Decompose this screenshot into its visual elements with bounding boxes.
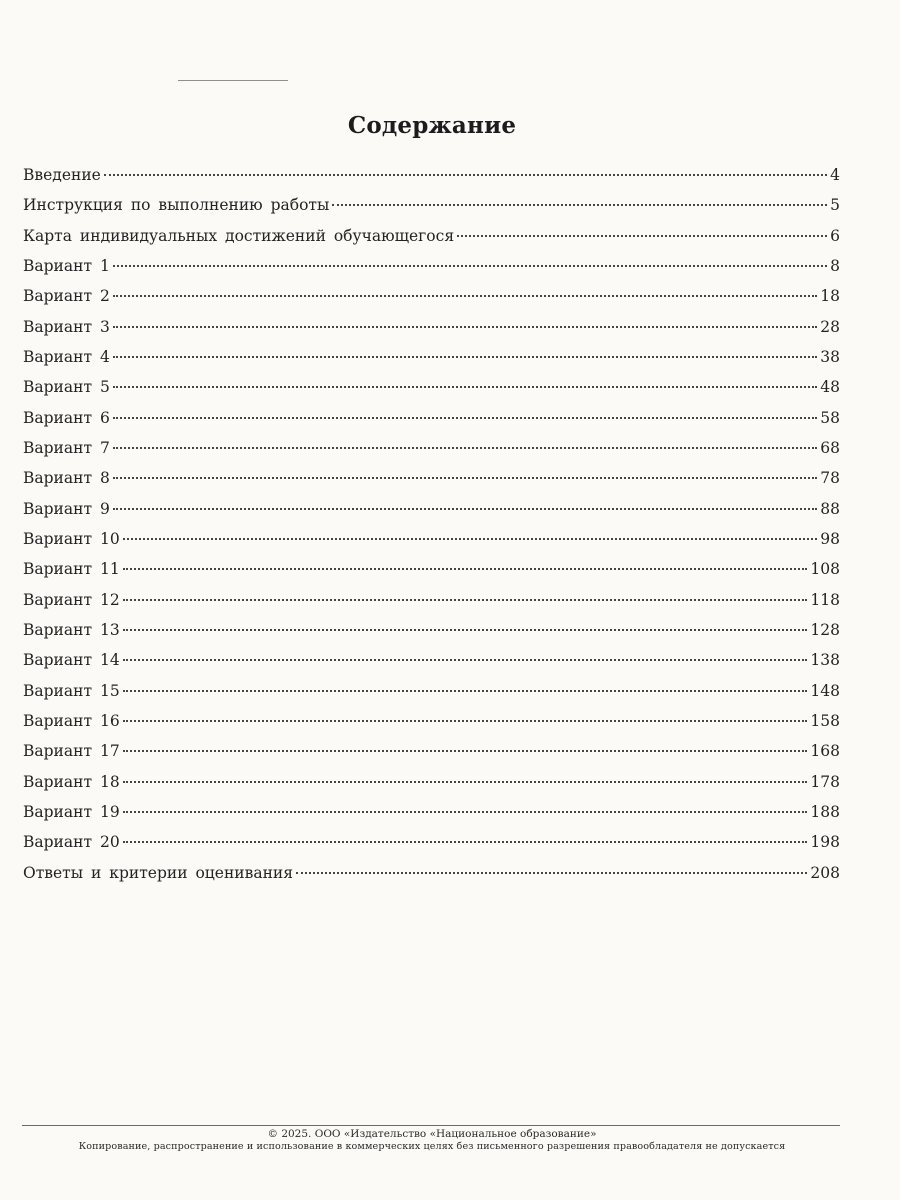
toc-entry-label: Вариант 17 [23,742,120,761]
top-divider [178,80,288,81]
toc-dot-leader [123,598,808,601]
toc-entry [23,463,840,493]
toc-entry [23,827,840,857]
toc-dot-leader [113,507,817,510]
toc-entry-page: 18 [820,287,840,306]
toc-dot-leader [123,628,808,631]
toc-entry-page: 4 [830,166,840,184]
toc-entry-page: 98 [820,529,840,548]
toc-entry-page: 58 [820,408,840,427]
toc-entry-page: 5 [830,196,840,215]
toc-entry [23,251,840,281]
toc-entry-page: 118 [810,590,840,609]
toc-entry-label: Введение [23,166,101,184]
toc-entry-page: 68 [820,438,840,457]
toc-entry-page: 138 [810,651,840,670]
toc-entry [23,312,840,342]
toc-entry [23,372,840,402]
toc-dot-leader [332,203,827,206]
toc-dot-leader [113,416,817,419]
toc-entry-page: 128 [810,620,840,639]
toc-entry-label: Вариант 16 [23,711,120,730]
toc-entry-page: 108 [810,560,840,579]
toc-dot-leader [113,355,817,358]
toc-dot-leader [296,871,807,874]
toc-entry-page: 178 [810,772,840,791]
toc-entry [23,676,840,706]
toc-entry [23,494,840,524]
footer-divider [22,1125,840,1126]
toc-dot-leader [123,840,808,843]
toc-entry [23,403,840,433]
toc-entry [23,342,840,372]
toc-dot-leader [123,567,808,570]
toc-dot-leader [104,173,827,176]
toc-entry-page: 88 [820,499,840,518]
toc-entry [23,736,840,766]
toc-entry-page: 168 [810,742,840,761]
toc-dot-leader [123,749,808,752]
toc-entry-label: Вариант 12 [23,590,120,609]
toc-entry-label: Карта индивидуальных достижений обучающегося [23,226,455,245]
toc-entry-page: 48 [820,378,840,397]
toc-entry-label: Вариант 13 [23,620,120,639]
toc-dot-leader [123,810,808,813]
toc-dot-leader [113,325,817,328]
toc-entry [23,281,840,311]
toc-entry-label: Вариант 1 [23,256,110,275]
toc-dot-leader [123,689,808,692]
footer-copyright: © 2025. ООО «Издательство «Национальное образование» [267,1128,597,1140]
toc-entry-label: Вариант 8 [23,469,110,488]
toc-entry-page: 38 [820,347,840,366]
toc-dot-leader [113,476,817,479]
toc-entry [23,645,840,675]
toc-dot-leader [113,264,827,267]
toc-dot-leader [123,780,808,783]
toc-entry-page: 28 [820,317,840,336]
toc-entry-page: 198 [810,833,840,852]
toc-entry-page: 8 [830,256,840,275]
toc-entry [23,858,840,888]
toc-entry-label: Вариант 3 [23,317,110,336]
toc-dot-leader [123,719,808,722]
page-title: Содержание [347,112,517,139]
toc-dot-leader [457,234,827,237]
toc-entry-label: Вариант 15 [23,681,120,700]
toc-entry-label: Вариант 20 [23,833,120,852]
toc-dot-leader [113,446,817,449]
toc-entry [23,221,840,251]
toc-entry-label: Вариант 2 [23,287,110,306]
toc-dot-leader [123,658,808,661]
toc-entry [23,767,840,797]
toc-entry-label: Вариант 18 [23,772,120,791]
toc-entry-page: 148 [810,681,840,700]
toc-entry-label: Вариант 6 [23,408,110,427]
toc-entry-page: 6 [830,226,840,245]
toc-entry [23,706,840,736]
toc-entry [23,554,840,584]
toc-entry-label: Вариант 14 [23,651,120,670]
toc-entry [23,524,840,554]
toc-entry-label: Вариант 5 [23,378,110,397]
toc-dot-leader [123,537,818,540]
toc-entry [23,585,840,615]
toc-entry-label: Ответы и критерии оценивания [23,863,294,882]
toc-entry-label: Инструкция по выполнению работы [23,196,330,215]
toc-entry [23,797,840,827]
toc-entry [23,160,840,190]
toc-entry-page: 158 [810,711,840,730]
toc-entry-label: Вариант 4 [23,347,110,366]
toc-entry [23,433,840,463]
toc-entry-page: 78 [820,469,840,488]
toc-entry [23,615,840,645]
toc-dot-leader [113,294,817,297]
toc-entry-label: Вариант 10 [23,529,120,548]
toc-entry-label: Вариант 7 [23,438,110,457]
table-of-contents [23,160,840,888]
toc-entry-page: 188 [810,802,840,821]
toc-entry-label: Вариант 11 [23,560,120,579]
toc-entry-page: 208 [810,863,840,882]
toc-entry-label: Вариант 9 [23,499,110,518]
toc-entry [23,190,840,220]
footer-notice: Копирование, распространение и использование в коммерческих целях без письменного разрешения правообладателя не допускается [78,1141,786,1152]
toc-dot-leader [113,385,817,388]
toc-entry-label: Вариант 19 [23,802,120,821]
